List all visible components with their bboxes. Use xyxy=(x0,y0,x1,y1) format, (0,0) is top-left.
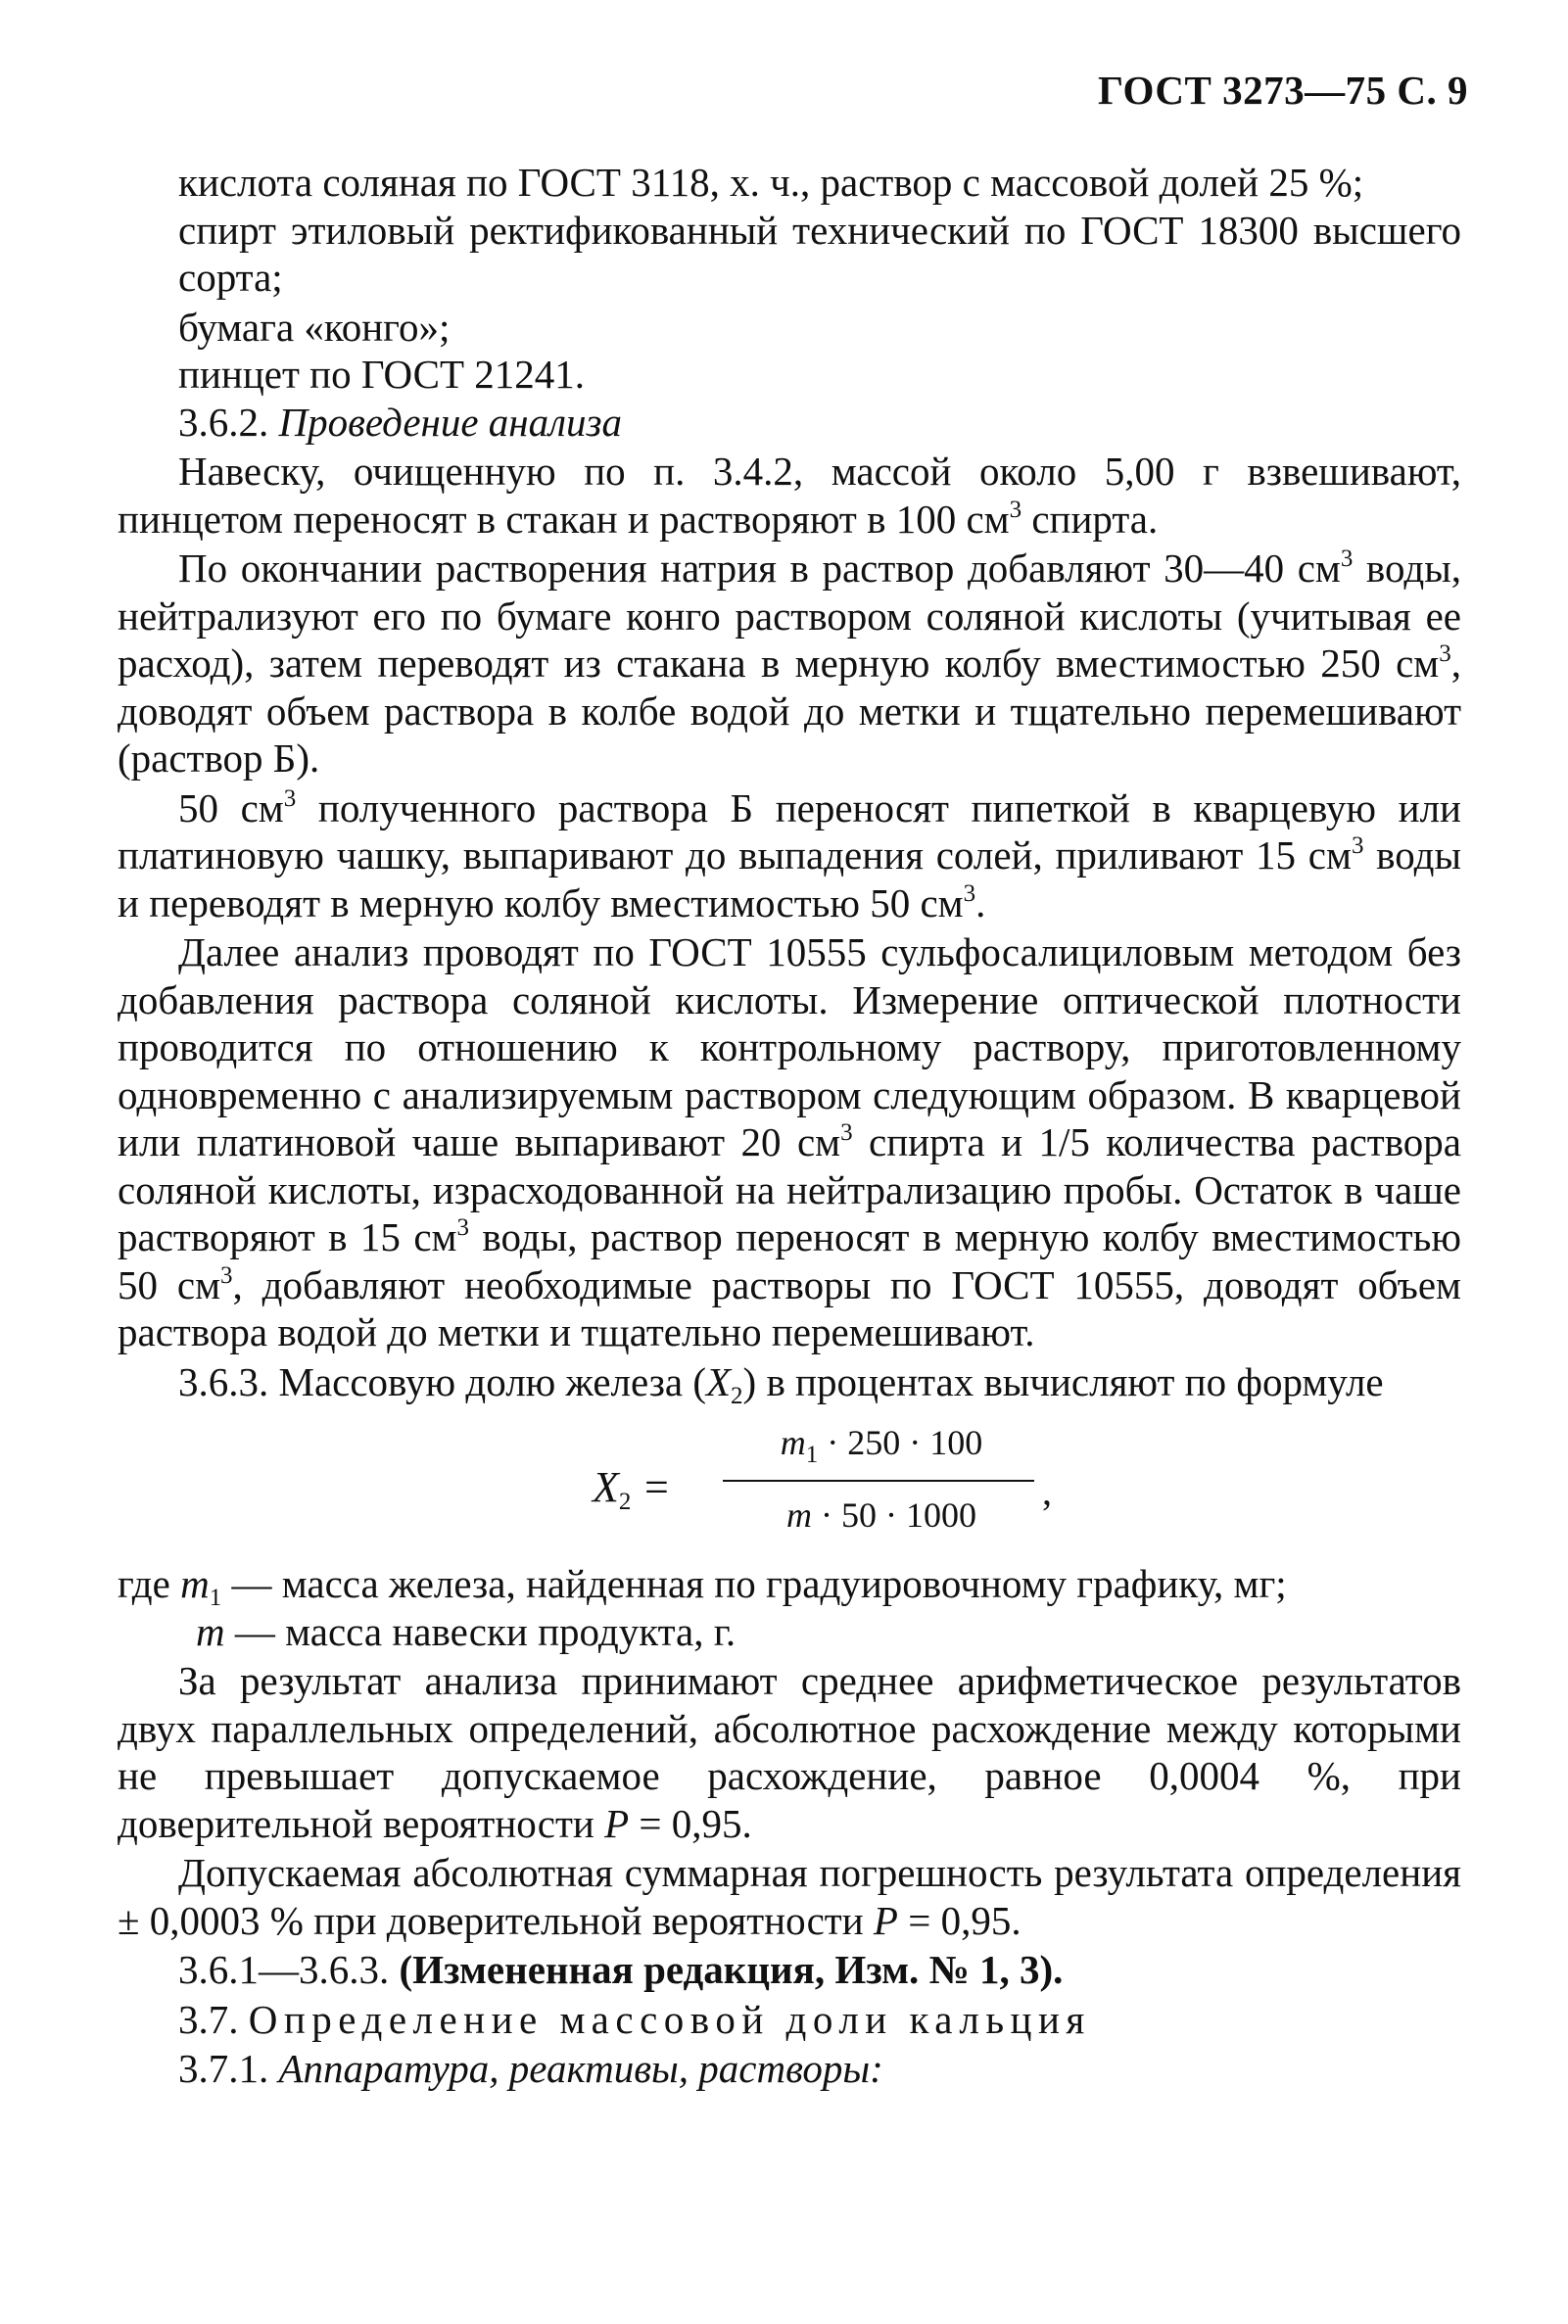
reagent-ethanol: спирт этиловый ректификованный технический по ГОСТ 18300 высшего сорта; xyxy=(178,207,1461,300)
paragraph-sample-weighing: Навеску, очищенную по п. 3.4.2, массой около 5,00 г взвешивают, пинцетом переносят в стакан и растворяют в 100 $см^3$ спирта. xyxy=(118,449,1461,542)
section-3-6-2-heading: 3.6.2. Проведение анализа xyxy=(178,399,623,445)
amendment-note: 3.6.1—3.6.3. (Измененная редакция, Изм. № 1, 3). xyxy=(178,1947,1064,1992)
formula-comma: , xyxy=(1042,1469,1052,1513)
paragraph-result: За результат анализа принимают среднее арифметическое результатов двух параллельных определений, абсолютное расхождение между которыми не превышает допускаемое расхождение, равное 0,0004 %, при доверительной вероятности P = 0,95. xyxy=(118,1658,1461,1846)
formula-lhs: $X_2$ xyxy=(593,1463,632,1515)
legend-m: m — масса навески продукта, г. xyxy=(196,1608,736,1654)
section-3-6-3-text: 3.6.3. Массовую долю железа $(X_2)$ в процентах вычисляют по формуле xyxy=(178,1358,1384,1409)
document-body xyxy=(118,159,1461,2095)
paragraph-dissolution: По окончании растворения натрия в раствор добавляют 30—40 $см^3$ воды, нейтрализуют его по бумаге конго раствором соляной кислоты (учитывая ее расход), затем переводят из стакана в мерную колбу вместимостью 250 $см^3$, доводят объем раствора в колбе водой до метки и тщательно перемешивают (раствор Б). xyxy=(118,545,1461,781)
formula-equals: = xyxy=(644,1463,669,1511)
legend-m1: где $m_1$ — масса железа, найденная по градуировочному графику, мг; xyxy=(118,1561,1287,1611)
formula-numerator: $m_1 \cdot 250 \cdot 100$ xyxy=(780,1423,983,1468)
paragraph-evaporation: 50 $см^3$ полученного раствора Б переносят пипеткой в кварцевую или платиновую чашку, выпаривают до выпадения солей, приливают 15 $см^3$ воды и переводят в мерную колбу вместимостью 50 $см^3$. xyxy=(118,784,1461,925)
paragraph-error: Допускаемая абсолютная суммарная погрешность результата определения ± 0,0003 % при доверительной вероятности P = 0,95. xyxy=(118,1850,1461,1943)
section-3-7-heading: 3.7. Определение массовой доли кальция xyxy=(178,1996,1091,2042)
section-3-7-1-heading: 3.7.1. Аппаратура, реактивы, растворы: xyxy=(178,2046,883,2091)
paragraph-analysis-procedure: Далее анализ проводят по ГОСТ 10555 сульфосалициловым методом без добавления раствора соляной кислоты. Измерение оптической плотности проводится по отношению к контрольному раствору, приготовленному одновременно с анализируемым раствором следующим образом. В кварцевой или платиновой чаше выпаривают 20 $см^3$ спирта и 1/5 количества раствора соляной кислоты, израсходованной на нейтрализацию пробы. Остаток в чаше растворяют в 15 $см^3$ воды, раствор переносят в мерную колбу вместимостью 50 $см^3$, добавляют необходимые растворы по ГОСТ 10555, доводят объем раствора водой до метки и тщательно перемешивают. xyxy=(118,929,1462,1354)
iron-fraction-formula xyxy=(118,1411,1461,1558)
fraction-bar xyxy=(723,1480,1034,1482)
reagent-congo-paper: бумага «конго»; xyxy=(178,304,451,350)
formula-denominator: m · 50 · 1000 xyxy=(786,1495,976,1535)
reagent-tweezers: пинцет по ГОСТ 21241. xyxy=(178,352,586,397)
page-header: ГОСТ 3273—75 С. 9 xyxy=(1097,68,1468,113)
reagent-hcl: кислота соляная по ГОСТ 3118, х. ч., раствор с массовой долей 25 %; xyxy=(178,160,1364,205)
